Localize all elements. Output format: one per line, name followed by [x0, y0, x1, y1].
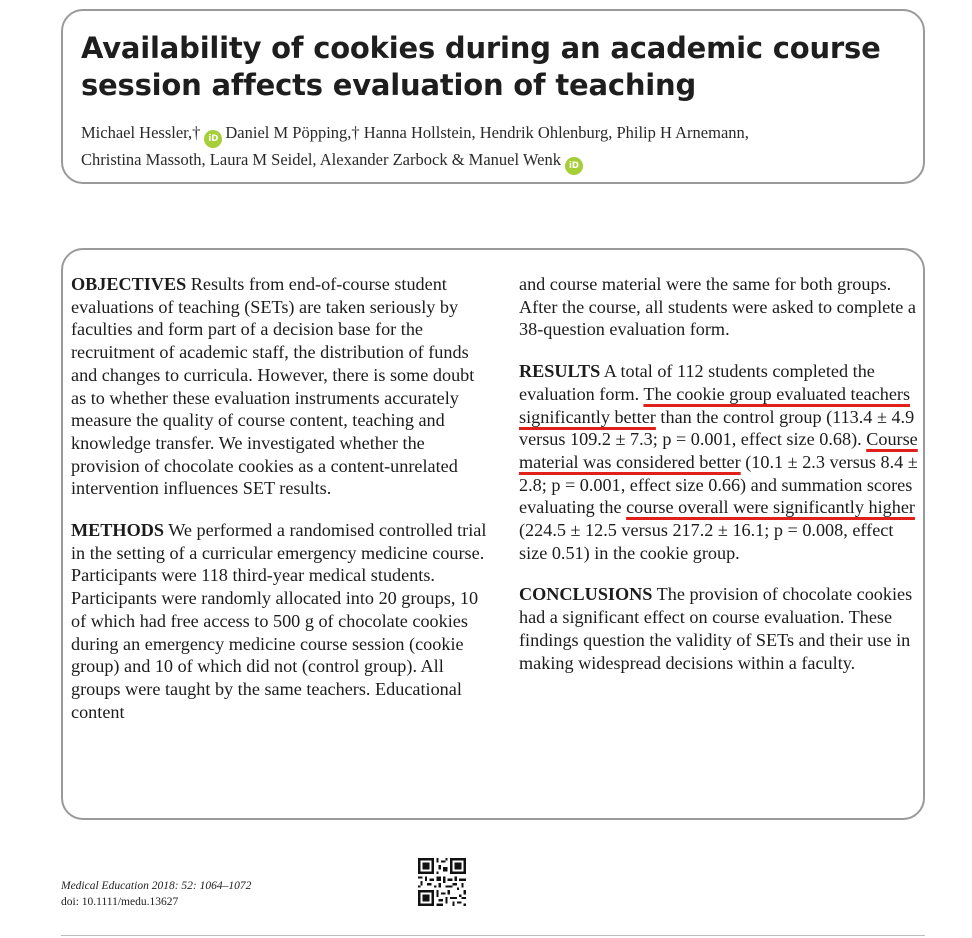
title-box [61, 9, 925, 184]
bottom-divider [61, 935, 925, 936]
qr-code-icon[interactable] [418, 858, 466, 906]
article-title [81, 30, 911, 104]
orcid-icon[interactable]: iD [204, 130, 222, 148]
highlight-teachers-better: The cookie group evaluated teachers significantly better [519, 383, 911, 427]
highlight-material-better: Course material was considered better [519, 429, 918, 472]
methods-heading: METHODS [71, 520, 164, 541]
title-line-1: Availability of cookies during an academic course [81, 31, 881, 65]
results-heading: RESULTS [519, 361, 601, 382]
highlight-course-overall-higher: course overall were significantly higher [626, 497, 915, 518]
results-text: (224.5 ± 12.5 versus 217.2 ± 16.1; p = 0.008, effect size 0.51) in the cookie group. [519, 520, 894, 563]
abstract-right-column [519, 273, 919, 674]
objectives-heading: OBJECTIVES [71, 274, 187, 294]
abstract-box [61, 248, 925, 820]
doi-link[interactable]: doi: 10.1111/medu.13627 [61, 896, 179, 908]
orcid-icon[interactable]: iD [565, 157, 583, 175]
results-text: A total of 112 students completed the evaluation form. [519, 361, 875, 404]
results-section [519, 360, 919, 564]
journal-citation: Medical Education 2018: 52: 1064–1072 [61, 880, 252, 892]
objectives-section [71, 273, 491, 500]
conclusions-text: The provision of chocolate cookies had a significant effect on course evaluation. These findings question the validity of SETs and their use in making widespread decisions within a faculty. [519, 584, 913, 673]
authors-text-1: Michael Hessler,† [81, 123, 201, 142]
methods-text: We performed a randomised controlled trial in the setting of a curricular emergency medicine course. Participants were 118 third-year medical students. Participants were randomly allocated into 20 groups, 10 of which had free access to 500 g of chocolate cookies during an emergency medicine course session (cookie group) and 10 of which did not (control group). All groups were taught by the same teachers. Educational content [71, 520, 487, 722]
methods-continued: and course material were the same for both groups. After the course, all students were asked to complete a 38-question evaluation form. [519, 274, 916, 340]
results-text: than the control group (113.4 ± 4.9 versus 109.2 ± 7.3; p = 0.001, effect size 0.68). [519, 406, 915, 450]
author-list [81, 121, 911, 175]
abstract-left-column [71, 273, 491, 723]
title-line-2: session affects evaluation of teaching [81, 68, 697, 102]
methods-section [71, 519, 491, 723]
results-text: (10.1 ± 2.3 versus 8.4 ± 2.8; p = 0.001, effect size 0.66) and summation scores evaluating the [519, 451, 918, 518]
citation [61, 878, 251, 910]
authors-text-2: Daniel M Pöpping,† Hanna Hollstein, Hendrik Ohlenburg, Philip H Arnemann, [225, 123, 749, 142]
authors-text-3: Christina Massoth, Laura M Seidel, Alexander Zarbock & Manuel Wenk [81, 150, 561, 169]
objectives-text: Results from end-of-course student evaluations of teaching (SETs) are taken seriously by faculties and form part of a decision base for the recruitment of academic staff, the distribution of funds and changes to curricula. However, there is some doubt as to whether these evaluation instruments accurately measure the quality of course content, teaching and knowledge transfer. We investigated whether the provision of chocolate cookies as a content-unrelated intervention influences SET results. [71, 274, 475, 499]
conclusions-heading: CONCLUSIONS [519, 584, 653, 605]
conclusions-section [519, 583, 919, 674]
